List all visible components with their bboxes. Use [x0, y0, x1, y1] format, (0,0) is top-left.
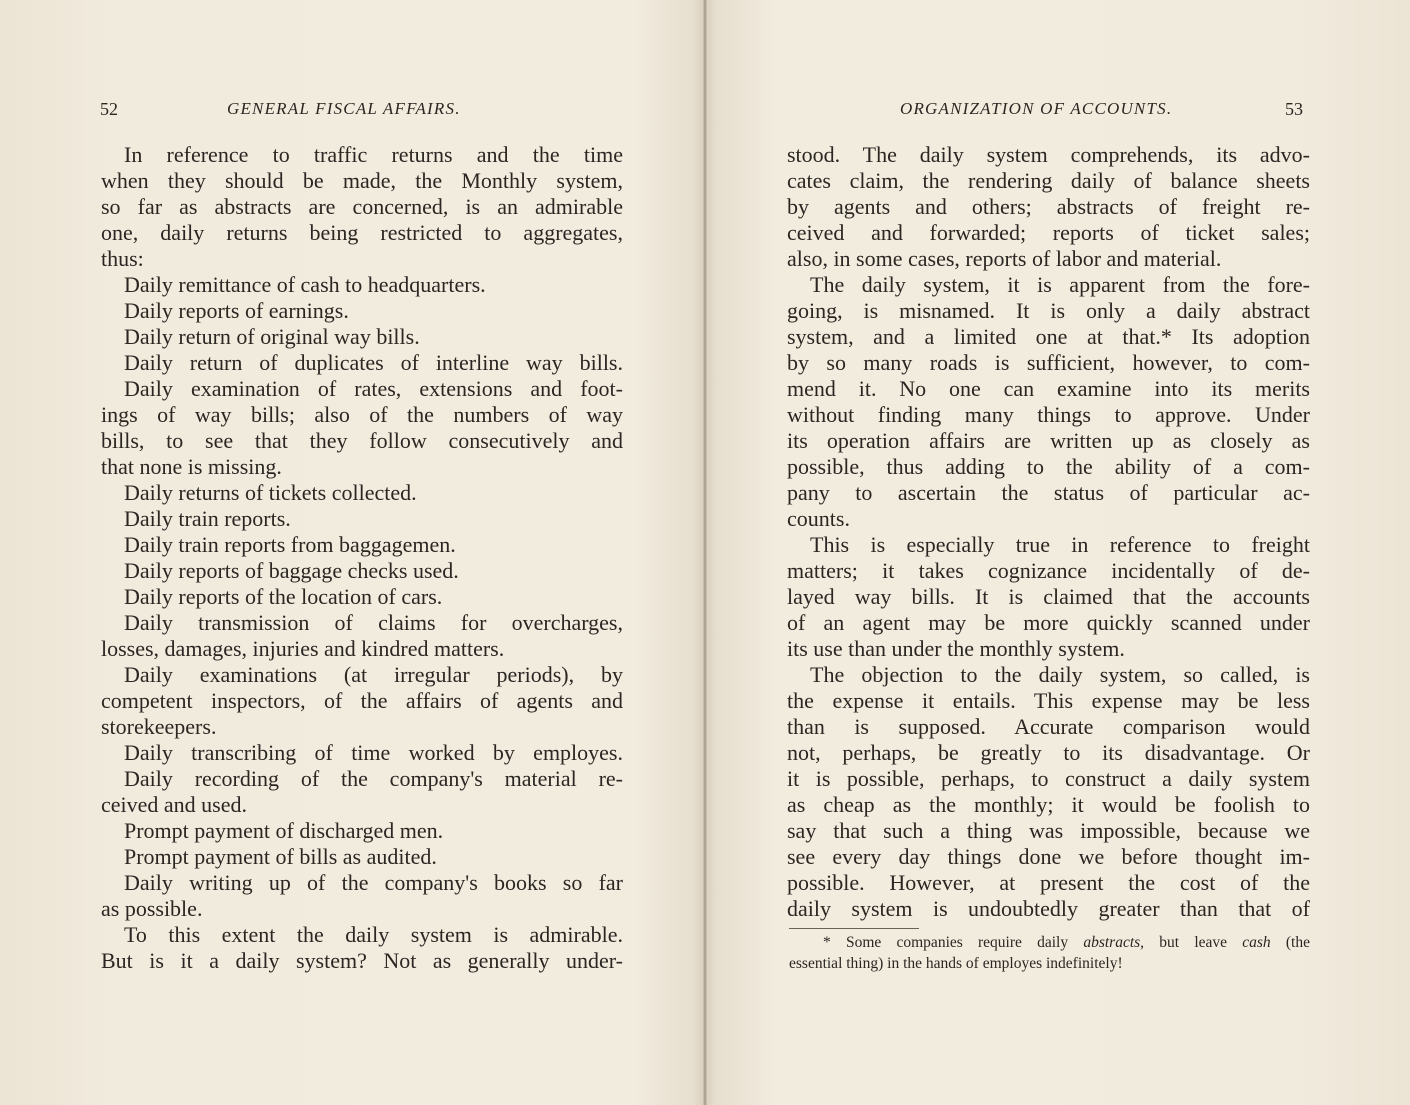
text-line: not, perhaps, be greatly to its disadvantage. Or: [787, 740, 1310, 765]
text-line: Daily return of original way bills.: [124, 324, 420, 349]
footnote-line: essential thing) in the hands of employes indefinitely!: [789, 955, 1123, 972]
left-page-number: 52: [100, 99, 118, 119]
text-line: by so many roads is sufficient, however, to com-: [787, 350, 1310, 375]
text-line: mend it. No one can examine into its merits: [787, 376, 1310, 401]
text-line: say that such a thing was impossible, because we: [787, 818, 1310, 843]
text-line: Daily transcribing of time worked by employes.: [124, 740, 623, 765]
text-line: that none is missing.: [101, 454, 282, 479]
text-line: matters; it takes cognizance incidentally of de-: [787, 558, 1310, 583]
text-line: counts.: [787, 506, 850, 531]
text-line: The objection to the daily system, so called, is: [810, 662, 1310, 687]
text-line: This is especially true in reference to freight: [810, 532, 1310, 557]
text-line: The daily system, it is apparent from the fore-: [810, 272, 1310, 297]
text-line: of an agent may be more quickly scanned under: [787, 610, 1310, 635]
text-line: also, in some cases, reports of labor and material.: [787, 246, 1222, 271]
text-line: as cheap as the monthly; it would be foolish to: [787, 792, 1310, 817]
text-line: Prompt payment of bills as audited.: [124, 844, 437, 869]
text-line: system, and a limited one at that.* Its adoption: [787, 324, 1310, 349]
right-page-body: [787, 142, 1310, 922]
text-line: But is it a daily system? Not as generally under-: [101, 948, 623, 973]
text-line: Daily recording of the company's material re-: [124, 766, 623, 791]
text-line: its use than under the monthly system.: [787, 636, 1125, 661]
right-page: [707, 0, 1410, 1105]
text-line: its operation affairs are written up as closely as: [787, 428, 1310, 453]
text-line: one, daily returns being restricted to aggregates,: [101, 220, 623, 245]
right-page-number: 53: [1285, 99, 1303, 119]
footnote-emphasis: cash: [1242, 934, 1271, 951]
left-page: [0, 0, 703, 1105]
right-running-head: ORGANIZATION OF ACCOUNTS.: [900, 99, 1173, 118]
text-line: Daily writing up of the company's books so far: [124, 870, 623, 895]
text-line: Daily train reports from baggagemen.: [124, 532, 456, 557]
footnote-text: (the: [1270, 934, 1310, 951]
left-page-body: [101, 142, 623, 974]
text-line: thus:: [101, 246, 144, 271]
text-line: see every day things done we before thought im-: [787, 844, 1310, 869]
left-running-head: GENERAL FISCAL AFFAIRS.: [227, 99, 461, 118]
footnote-text: * Some companies require daily: [823, 934, 1084, 951]
text-line: possible, thus adding to the ability of a com-: [787, 454, 1310, 479]
text-line: as possible.: [101, 896, 203, 921]
footnote-line: [789, 932, 1310, 953]
text-line: losses, damages, injuries and kindred matters.: [101, 636, 505, 661]
text-line: possible. However, at present the cost of the: [787, 870, 1310, 895]
text-line: cates claim, the rendering daily of balance sheets: [787, 168, 1310, 193]
text-line: To this extent the daily system is admirable.: [124, 922, 623, 947]
footnote-emphasis: abstracts,: [1083, 934, 1145, 951]
right-running-header: [790, 99, 1313, 125]
text-line: Daily train reports.: [124, 506, 291, 531]
text-line: Daily examinations (at irregular periods), by: [124, 662, 623, 687]
text-line: Daily examination of rates, extensions and foot-: [124, 376, 623, 401]
text-line: going, is misnamed. It is only a daily abstract: [787, 298, 1310, 323]
text-line: layed way bills. It is claimed that the accounts: [787, 584, 1310, 609]
text-line: daily system is undoubtedly greater than that of: [787, 896, 1310, 921]
text-line: Daily transmission of claims for overcharges,: [124, 610, 623, 635]
text-line: so far as abstracts are concerned, is an admirable: [101, 194, 623, 219]
text-line: the expense it entails. This expense may be less: [787, 688, 1310, 713]
text-line: Prompt payment of discharged men.: [124, 818, 444, 843]
text-line: by agents and others; abstracts of freight re-: [787, 194, 1310, 219]
text-line: bills, to see that they follow consecutively and: [101, 428, 623, 453]
text-line: without finding many things to approve. Under: [787, 402, 1310, 427]
text-line: Daily remittance of cash to headquarters.: [124, 272, 486, 297]
text-line: competent inspectors, of the affairs of agents and: [101, 688, 623, 713]
left-running-header: [100, 99, 624, 125]
text-line: Daily returns of tickets collected.: [124, 480, 417, 505]
text-line: In reference to traffic returns and the time: [124, 142, 623, 167]
text-line: Daily return of duplicates of interline way bills.: [124, 350, 623, 375]
text-line: than is supposed. Accurate comparison would: [787, 714, 1310, 739]
text-line: Daily reports of the location of cars.: [124, 584, 443, 609]
text-line: storekeepers.: [101, 714, 217, 739]
text-line: stood. The daily system comprehends, its advo-: [787, 142, 1310, 167]
text-line: pany to ascertain the status of particular ac-: [787, 480, 1310, 505]
text-line: it is possible, perhaps, to construct a daily system: [787, 766, 1310, 791]
text-line: when they should be made, the Monthly system,: [101, 168, 623, 193]
text-line: Daily reports of earnings.: [124, 298, 349, 323]
text-line: ings of way bills; also of the numbers of way: [101, 402, 623, 427]
text-line: Daily reports of baggage checks used.: [124, 558, 459, 583]
footnote-text: but leave: [1144, 934, 1243, 951]
text-line: ceived and forwarded; reports of ticket sales;: [787, 220, 1310, 245]
footnote-rule: [789, 928, 919, 929]
text-line: ceived and used.: [101, 792, 247, 817]
footnote: [789, 932, 1310, 974]
